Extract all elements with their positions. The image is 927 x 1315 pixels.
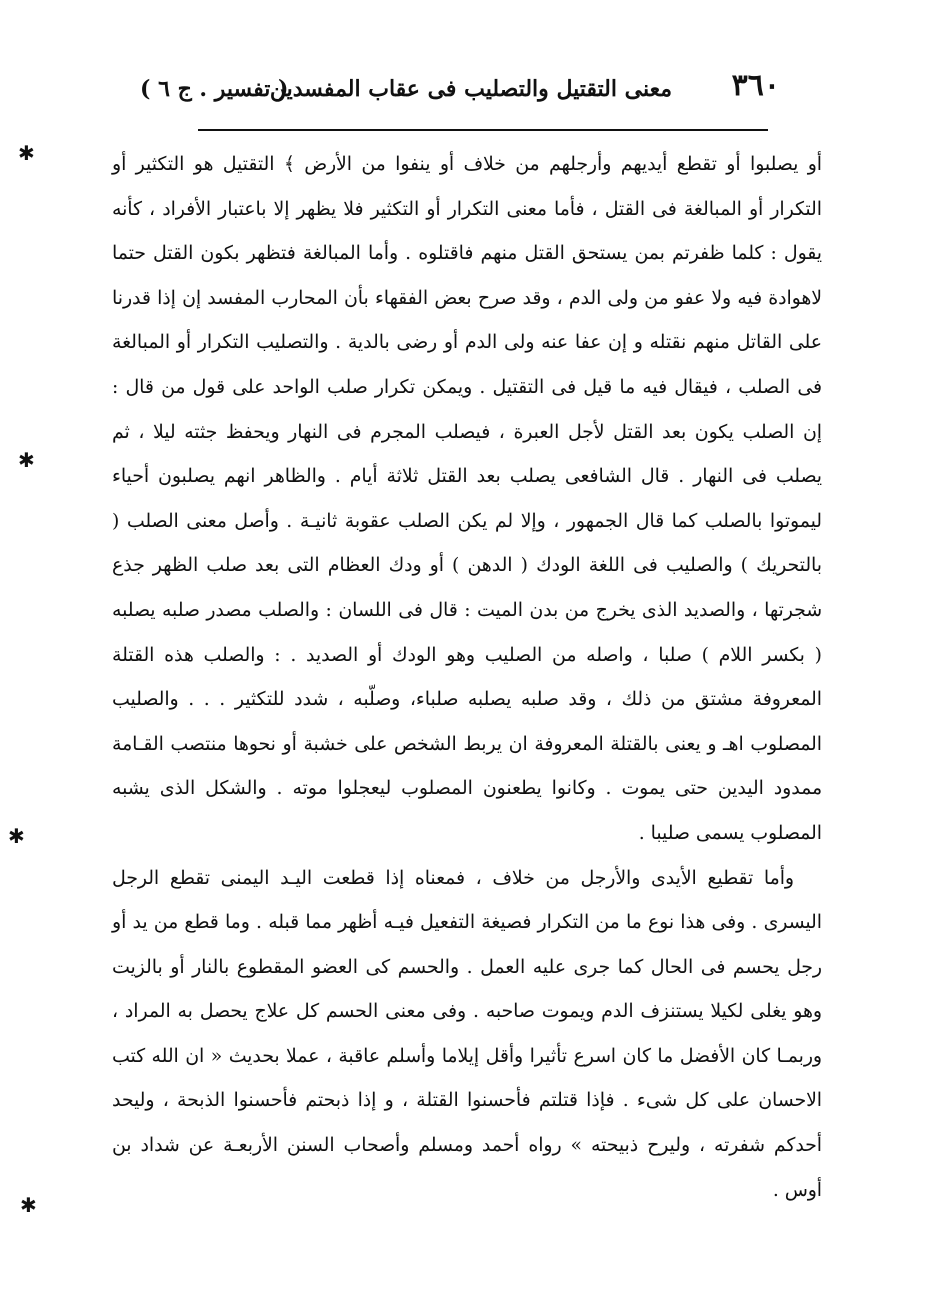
asterisk-icon: ✱ bbox=[18, 448, 35, 472]
asterisk-icon: ✱ bbox=[8, 824, 25, 848]
asterisk-icon: ✱ bbox=[20, 1193, 37, 1217]
asterisk-icon: ✱ bbox=[18, 141, 35, 165]
running-title: معنى التقتيل والتصليب فى عقاب المفسدين bbox=[269, 76, 672, 102]
header-rule bbox=[198, 129, 768, 131]
volume-label: ( تفسير . ج ٦ ) bbox=[140, 76, 289, 102]
paragraph: وأما تقطيع الأيدى والأرجل من خلاف ، فمعناه إذا قطعت اليـد اليمنى تقطع الرجل اليسرى . وفى هذا نوع ما من التكرار فصيغة التفعيل فيـه أظهر مما قبله . وما قطع من يد أو رجل يحسم فى الحال كما جرى عليه العمل . والحسم كى العضو المقطوع بالنار أو بالزيت وهو يغلى لكيلا يستنزف الدم ويموت صاحبه . وفى معنى الحسم كل علاج يحصل به المراد ، وربمـا كان الأفضل ما كان اسرع تأثيرا وأقل إيلاما وأسلم عاقبة ، عملا بحديث « ان الله كتب الاحسان على كل شىء . فإذا قتلتم فأحسنوا القتلة ، و إذا ذبحتم فأحسنوا الذبحة ، وليحد أحدكم شفرته ، وليرح ذبيحته » رواه أحمد ومسلم وأصحاب السنن الأربعـة عن شداد بن أوس . bbox=[112, 867, 822, 1201]
page-number: ٣٦٠ bbox=[731, 68, 780, 103]
paragraph: أو يصلبوا أو تقطع أيديهم وأرجلهم من خلاف أو ينفوا من الأرض ﴾ التقتيل هو التكثير أو التكرار أو المبالغة فى القتل ، فأما معنى التكرار أو التكثير فلا يظهر إلا باعتبار الأفراد ، كأنه يقول : كلما ظفرتم بمن يستحق القتل منهم فاقتلوه . وأما المبالغة فتظهر بكون القتل حتما لاهوادة فيه ولا عفو من ولى الدم ، وقد صرح بعض الفقهاء بأن المحارب المفسد إن إذا قدرنا على القاتل منهم نقتله و إن عفا عنه ولى الدم أو رضى بالدية . والتصليب التكرار أو المبالغة فى الصلب ، فيقال فيه ما قيل فى التقتيل . ويمكن تكرار صلب الواحد على قول من قال : إن الصلب يكون بعد القتل لأجل العبرة ، فيصلب المجرم فى النهار ويحفظ جثته ليلا ، ثم يصلب فى النهار . قال الشافعى يصلب بعد القتل ثلاثة أيام . والظاهر انهم يصلبون أحياء ليموتوا بالصلب كما قال الجمهور ، وإلا لم يكن الصلب عقوبة ثانيـة . وأصل معنى الصلب ( بالتحريك ) والصليب فى اللغة الودك ( الدهن ) أو ودك العظام التى بعد صلب الظهر جذع شجرتها ، والصديد الذى يخرج من بدن الميت : قال فى اللسان : والصلب مصدر صلبه يصلبه ( بكسر اللام ) صلبا ، واصله من الصليب وهو الودك أو الصديد . : والصلب هذه القتلة المعروفة مشتق من ذلك ، وقد صلبه يصلبه صلباء، وصلّبه ، شدد للتكثير . . . والصليب المصلوب اهـ و يعنى بالقتلة المعروفة ان يربط الشخص على خشبة أو نحوها منتصب القـامة ممدود اليدين حتى يموت . وكانوا يطعنون المصلوب ليعجلوا موته . والشكل الذى يشبه المصلوب يسمى صليبا . bbox=[112, 154, 822, 844]
body-text bbox=[112, 143, 822, 1213]
page-header bbox=[140, 64, 780, 116]
